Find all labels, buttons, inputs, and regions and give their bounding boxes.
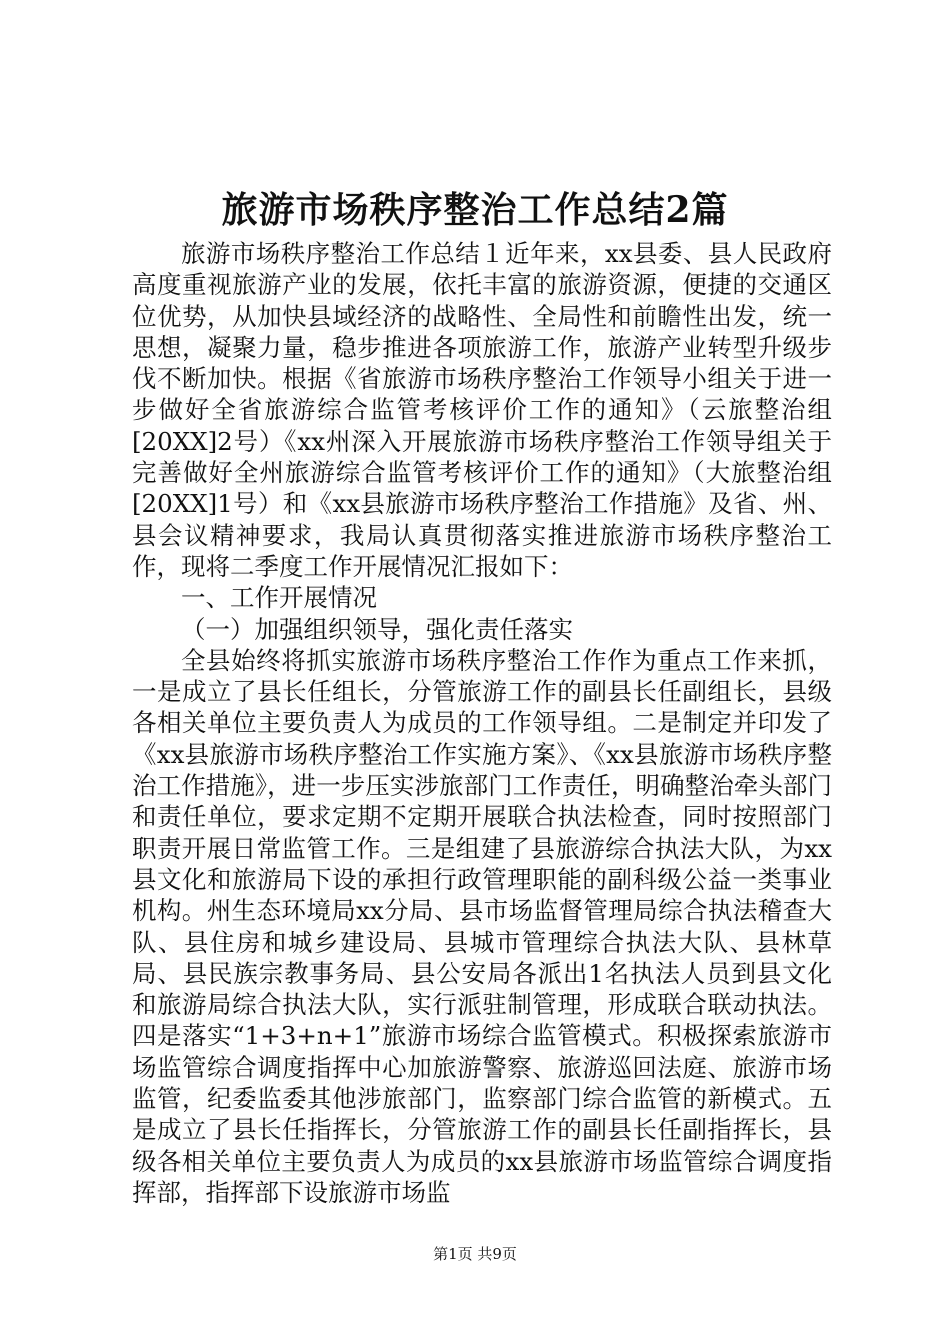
- intro-paragraph: 旅游市场秩序整治工作总结１近年来，xx县委、县人民政府高度重视旅游产业的发展，依托丰富的旅游资源，便捷的交通区位优势，从加快县域经济的战略性、全局性和前瞻性出发，统一思想，凝聚力量，稳步推进各项旅游工作，旅游产业转型升级步伐不断加快。根据《省旅游市场秩序整治工作领导小组关于进一步做好全省旅游综合监管考核评价工作的通知》（云旅整治组[20XX]2号）《xx州深入开展旅游市场秩序整治工作领导组关于完善做好全州旅游综合监管考核评价工作的通知》（大旅整治组[20XX]1号）和《xx县旅游市场秩序整治工作措施》及省、州、县会议精神要求，我局认真贯彻落实推进旅游市场秩序整治工作，现将二季度工作开展情况汇报如下：: [132, 239, 832, 581]
- subsection-heading: （一）加强组织领导，强化责任落实: [181, 614, 573, 644]
- section-heading: 一、工作开展情况: [181, 583, 377, 613]
- page-number-footer: 第1页 共9页: [433, 1245, 517, 1263]
- body-paragraph: 全县始终将抓实旅游市场秩序整治工作作为重点工作来抓，一是成立了县长任组长，分管旅游工作的副县长任副组长，县级各相关单位主要负责人为成员的工作领导组。二是制定并印发了《xx县旅游市场秩序整治工作实施方案》、《xx县旅游市场秩序整治工作措施》，进一步压实涉旅部门工作责任，明确整治牵头部门和责任单位，要求定期不定期开展联合执法检查，同时按照部门职责开展日常监管工作。三是组建了县旅游综合执法大队，为xx县文化和旅游局下设的承担行政管理职能的副科级公益一类事业机构。州生态环境局xx分局、县市场监督管理局综合执法稽查大队、县住房和城乡建设局、县城市管理综合执法大队、县林草局、县民族宗教事务局、县公安局各派出1名执法人员到县文化和旅游局综合执法大队，实行派驻制管理，形成联合联动执法。四是落实“1+3+n+1”旅游市场综合监管模式。积极探索旅游市场监管综合调度指挥中心加旅游警察、旅游巡回法庭、旅游市场监管，纪委监委其他涉旅部门，监察部门综合监管的新模式。五是成立了县长任指挥长，分管旅游工作的副县长任副指挥长，县级各相关单位主要负责人为成员的xx县旅游市场监管综合调度指挥部，指挥部下设旅游市场监: [132, 645, 832, 1207]
- document-body: [132, 238, 832, 1208]
- document-title: 旅游市场秩序整治工作总结2篇: [221, 189, 729, 231]
